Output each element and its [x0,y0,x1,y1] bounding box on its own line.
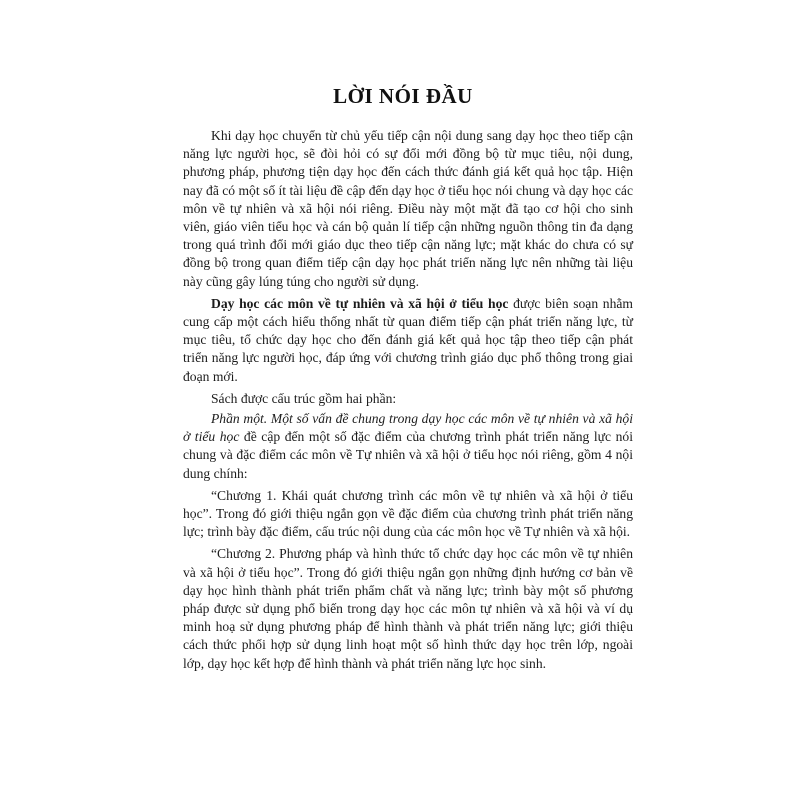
paragraph-structure: Sách được cấu trúc gồm hai phần: [211,390,397,406]
paragraph-part-one [183,410,633,483]
book-purpose-text: được biên soạn nhằm cung cấp một cách hiểu thống nhất từ quan điểm tiếp cận phát triển năng lực, từ mục tiêu, tổ chức dạy học cho đến đánh giá kết quả học tập theo tiếp cận phát triển năng lực người học, đáp ứng với chương trình giáo dục phổ thông trong giai đoạn mới. [183,295,633,384]
paragraph-intro: Khi dạy học chuyển từ chủ yếu tiếp cận nội dung sang dạy học theo tiếp cận năng lực người học, sẽ đòi hỏi có sự đổi mới đồng bộ từ mục tiêu, nội dung, phương pháp, phương tiện dạy học đến cách thức đánh giá kết quả học tập. Hiện nay đã có một số ít tài liệu đề cập đến dạy học ở tiểu học nói chung và dạy học các môn về tự nhiên và xã hội nói riêng. Điều này một mặt đã tạo cơ hội cho sinh viên, giáo viên tiểu học và cán bộ quản lí tiếp cận những nguồn thông tin đa dạng trong quá trình đổi mới giáo dục theo tiếp cận năng lực; mặt khác do chưa có sự đồng bộ trong quan điểm tiếp cận dạy học phát triển năng lực nên những tài liệu này cũng gây lúng túng cho người sử dụng. [183,128,633,289]
paragraph-chapter-1: “Chương 1. Khái quát chương trình các môn về tự nhiên và xã hội ở tiểu học”. Trong đó giới thiệu ngắn gọn về đặc điểm của chương trình phát triển năng lực; trình bày đặc điểm, cấu trúc nội dung của các môn học về Tự nhiên và xã hội. [183,487,633,540]
part-one-text: đề cập đến một số đặc điểm của chương trình phát triển năng lực nói chung và đặc điểm các môn về Tự nhiên và xã hội ở tiểu học nói riêng, gồm 4 nội dung chính: [183,429,633,481]
paragraph-book-purpose [183,295,633,386]
paragraph-chapter-2: “Chương 2. Phương pháp và hình thức tổ chức dạy học các môn về tự nhiên và xã hội ở tiểu học”. Trong đó giới thiệu ngắn gọn những định hướng cơ bản về dạy học hình thành phát triển phẩm chất và năng lực; trình bày một số phương pháp được sử dụng phổ biến trong dạy học các môn tự nhiên và xã hội và ví dụ minh hoạ sử dụng phương pháp để hình thành và phát triển năng lực; giới thiệu cách thức phối hợp sử dụng linh hoạt một số hình thức dạy học trên lớp, ngoài lớp, dạy học kết hợp để hình thành và phát triển năng lực học sinh. [183,546,633,671]
preface-body [183,127,633,677]
page-title: LỜI NÓI ĐẦU [333,84,473,108]
part-one-title-italic: Phần một. Một số vấn đề chung trong dạy học các môn về tự nhiên và xã hội ở tiểu học [183,411,633,445]
book-title-bold: Dạy học các môn về tự nhiên và xã hội ở tiểu học [211,295,509,311]
